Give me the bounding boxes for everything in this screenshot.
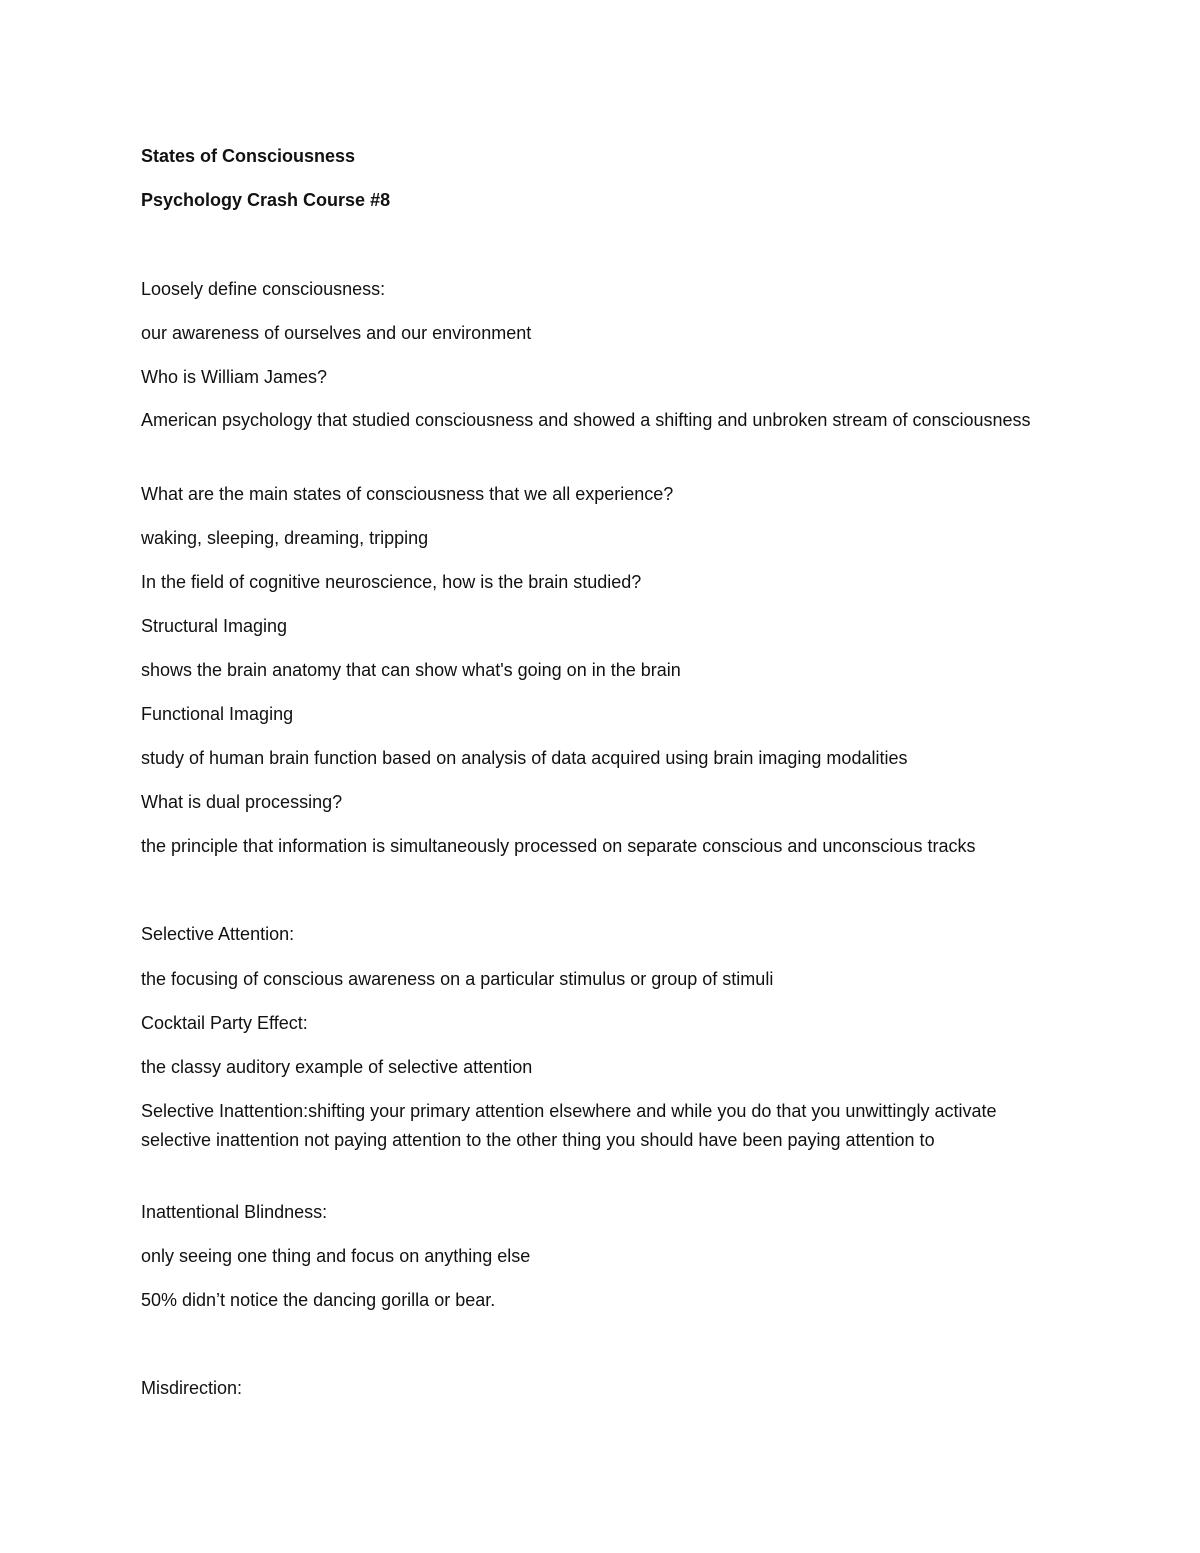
answer-william-james: American psychology that studied consciousness and showed a shifting and unbroken stream of consciousness	[141, 410, 1031, 430]
question-dual-processing: What is dual processing?	[141, 792, 343, 812]
answer-inattentional-blindness: only seeing one thing and focus on anything else	[141, 1246, 531, 1266]
answer-cocktail-party-effect: the classy auditory example of selective attention	[141, 1057, 533, 1077]
question-cognitive-neuroscience: In the field of cognitive neuroscience, how is the brain studied?	[141, 572, 642, 592]
term-structural-imaging: Structural Imaging	[141, 616, 288, 636]
answer-selective-attention: the focusing of conscious awareness on a particular stimulus or group of stimuli	[141, 969, 774, 989]
term-selective-inattention: Selective Inattention:shifting your primary attention elsewhere and while you do that you unwittingly activate selective inattention not paying attention to the other thing you should have been paying attention to	[141, 1101, 997, 1150]
term-functional-imaging: Functional Imaging	[141, 704, 294, 724]
term-selective-attention: Selective Attention:	[141, 924, 295, 944]
document-subtitle: Psychology Crash Course #8	[141, 190, 391, 210]
answer-functional-imaging: study of human brain function based on analysis of data acquired using brain imaging modalities	[141, 748, 908, 768]
question-william-james: Who is William James?	[141, 367, 328, 387]
question-define-consciousness: Loosely define consciousness:	[141, 279, 386, 299]
term-inattentional-blindness: Inattentional Blindness:	[141, 1202, 328, 1222]
answer-dual-processing: the principle that information is simultaneously processed on separate conscious and unconscious tracks	[141, 836, 976, 856]
answer-define-consciousness: our awareness of ourselves and our environment	[141, 323, 532, 343]
question-main-states: What are the main states of consciousness that we all experience?	[141, 484, 674, 504]
note-gorilla-study: 50% didn’t notice the dancing gorilla or bear.	[141, 1290, 496, 1310]
document-title: States of Consciousness	[141, 146, 356, 166]
term-misdirection: Misdirection:	[141, 1378, 243, 1398]
term-cocktail-party-effect: Cocktail Party Effect:	[141, 1013, 308, 1033]
answer-main-states: waking, sleeping, dreaming, tripping	[141, 528, 429, 548]
answer-structural-imaging: shows the brain anatomy that can show what's going on in the brain	[141, 660, 681, 680]
